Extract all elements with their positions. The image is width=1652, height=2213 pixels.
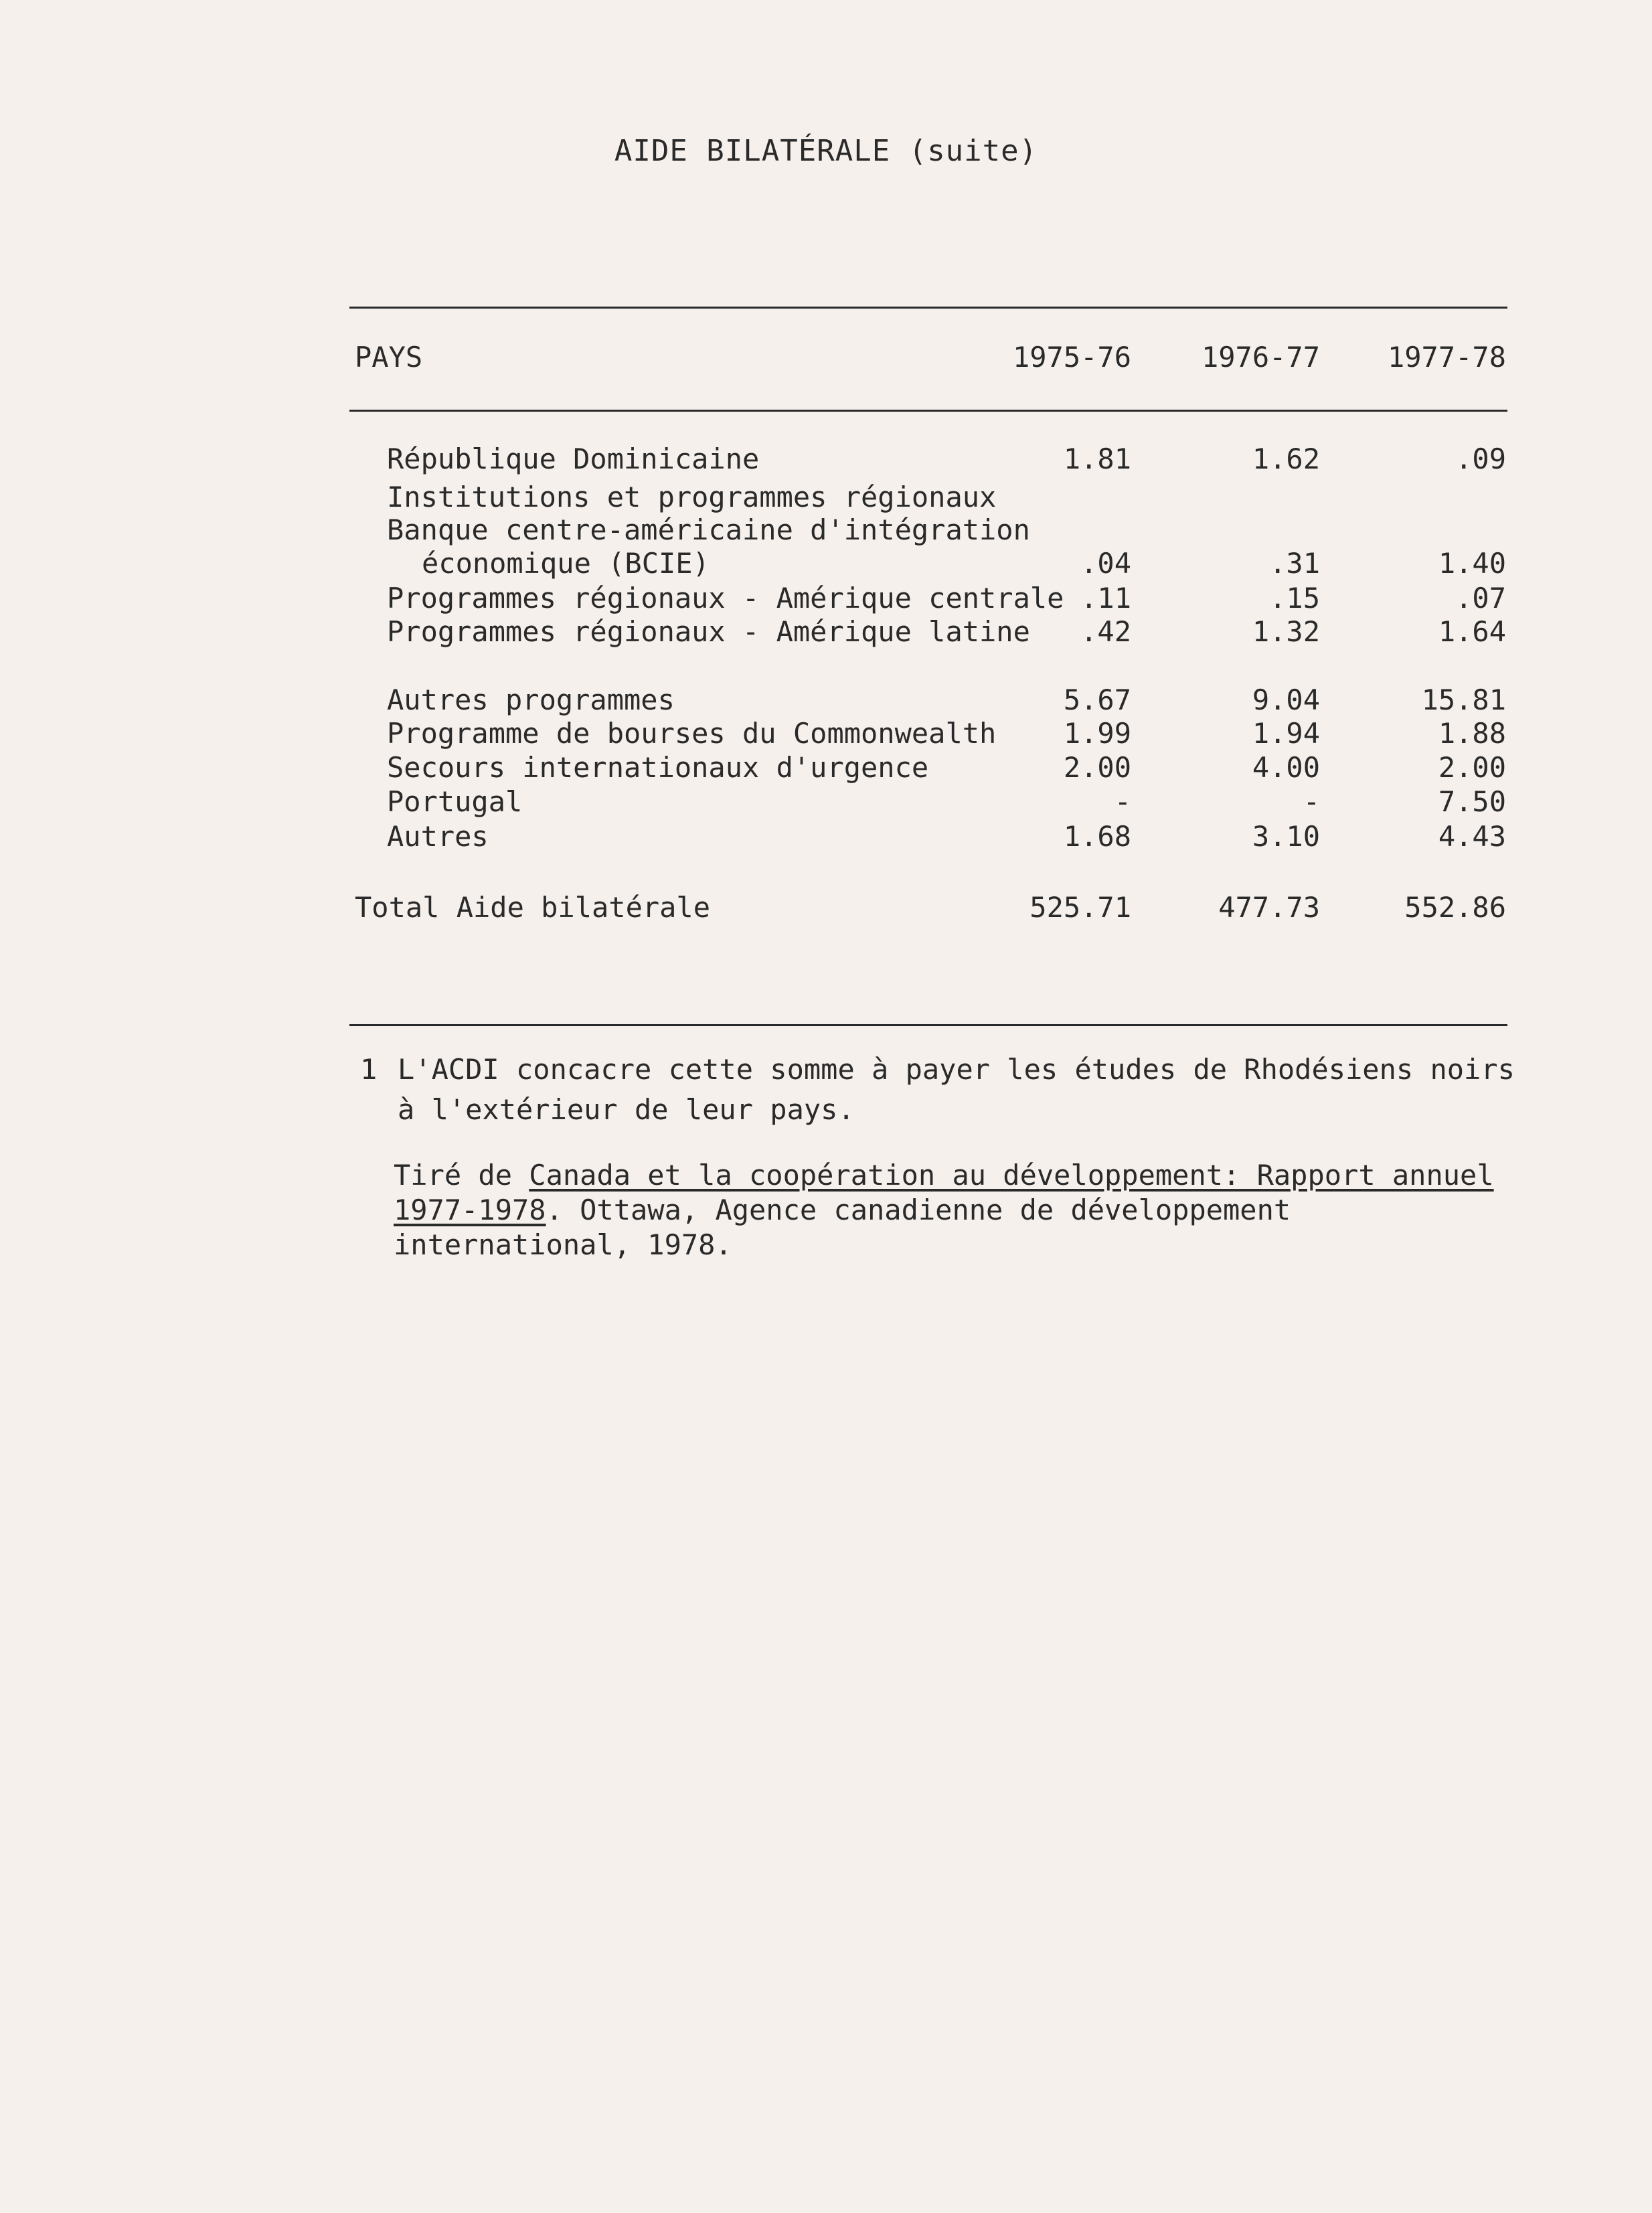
table-row (0, 480, 1652, 515)
row-label: Secours internationaux d'urgence (387, 751, 929, 784)
table-header-rule (349, 410, 1507, 412)
table-row (0, 819, 1652, 854)
footnote-line-2: à l'extérieur de leur pays. (398, 1093, 855, 1126)
row-label: Banque centre-américaine d'intégration (387, 513, 1030, 546)
row-value-1975: 5.67 (1063, 683, 1131, 716)
footnote-mark: 1 (360, 1053, 378, 1086)
source-prefix: Tiré de (394, 1159, 529, 1192)
row-value-1976: 3.10 (1252, 820, 1320, 853)
row-label: Portugal (387, 785, 523, 818)
row-value-1975: .42 (1080, 615, 1131, 648)
row-label: Autres programmes (387, 683, 675, 716)
header-year-3: 1977-78 (1387, 341, 1506, 374)
row-value-1976: 1.94 (1252, 717, 1320, 750)
row-label: Programmes régionaux - Amérique centrale (387, 582, 1064, 614)
row-value-1976: - (1303, 785, 1320, 818)
footnote-line-1: L'ACDI concacre cette somme à payer les études de Rhodésiens noirs (398, 1053, 1515, 1086)
row-value-1977: 7.50 (1438, 785, 1506, 818)
row-value-1977: 15.81 (1421, 683, 1506, 716)
header-year-2: 1976-77 (1201, 341, 1320, 374)
source-line-2 (394, 1193, 1291, 1228)
row-label: Total Aide bilatérale (355, 891, 711, 924)
row-label: Autres (387, 820, 489, 853)
source-title-line-1: Canada et la coopération au développement: Rapport annuel (529, 1159, 1494, 1192)
row-value-1977: 2.00 (1438, 751, 1506, 784)
table-header (0, 340, 1652, 375)
row-value-1976: 9.04 (1252, 683, 1320, 716)
row-value-1975: - (1114, 785, 1131, 818)
header-pays: PAYS (355, 341, 423, 374)
row-value-1977: .07 (1455, 582, 1506, 614)
row-value-1977: .09 (1455, 442, 1506, 475)
table-row (0, 683, 1652, 718)
source-title-line-2: 1977-1978 (394, 1194, 546, 1226)
row-value-1977: 1.40 (1438, 547, 1506, 580)
table-row (0, 442, 1652, 477)
row-label: Programme de bourses du Commonwealth (387, 717, 997, 750)
row-value-1977: 1.64 (1438, 615, 1506, 648)
table-row-total (0, 890, 1652, 925)
table-row (0, 581, 1652, 616)
row-label: économique (BCIE) (422, 547, 710, 580)
row-value-1976: .15 (1269, 582, 1320, 614)
page-title: AIDE BILATÉRALE (suite) (614, 134, 1038, 168)
row-value-1976: 1.32 (1252, 615, 1320, 648)
row-label: République Dominicaine (387, 442, 760, 475)
row-value-1976: 1.62 (1252, 442, 1320, 475)
row-value-1976: .31 (1269, 547, 1320, 580)
table-row (0, 785, 1652, 819)
row-value-1976: 4.00 (1252, 751, 1320, 784)
row-value-1975: 1.81 (1063, 442, 1131, 475)
source-line-3: international, 1978. (394, 1228, 732, 1261)
table-top-rule (349, 307, 1507, 309)
table-row (0, 750, 1652, 785)
row-label: Institutions et programmes régionaux (387, 481, 997, 513)
row-value-1975: .11 (1080, 582, 1131, 614)
source-line-1 (394, 1158, 1494, 1193)
table-row (0, 546, 1652, 581)
row-value-1977: 552.86 (1404, 891, 1506, 924)
row-value-1977: 1.88 (1438, 717, 1506, 750)
table-row (0, 513, 1652, 548)
row-label: Programmes régionaux - Amérique latine (387, 615, 1030, 648)
table-row (0, 614, 1652, 649)
row-value-1975: .04 (1080, 547, 1131, 580)
row-value-1975: 2.00 (1063, 751, 1131, 784)
table-row (0, 716, 1652, 751)
table-bottom-rule (349, 1024, 1507, 1026)
row-value-1975: 1.99 (1063, 717, 1131, 750)
header-year-1: 1975-76 (1012, 341, 1131, 374)
row-value-1975: 1.68 (1063, 820, 1131, 853)
source-publisher: . Ottawa, Agence canadienne de développement (546, 1194, 1291, 1226)
row-value-1977: 4.43 (1438, 820, 1506, 853)
row-value-1976: 477.73 (1218, 891, 1320, 924)
row-value-1975: 525.71 (1029, 891, 1131, 924)
